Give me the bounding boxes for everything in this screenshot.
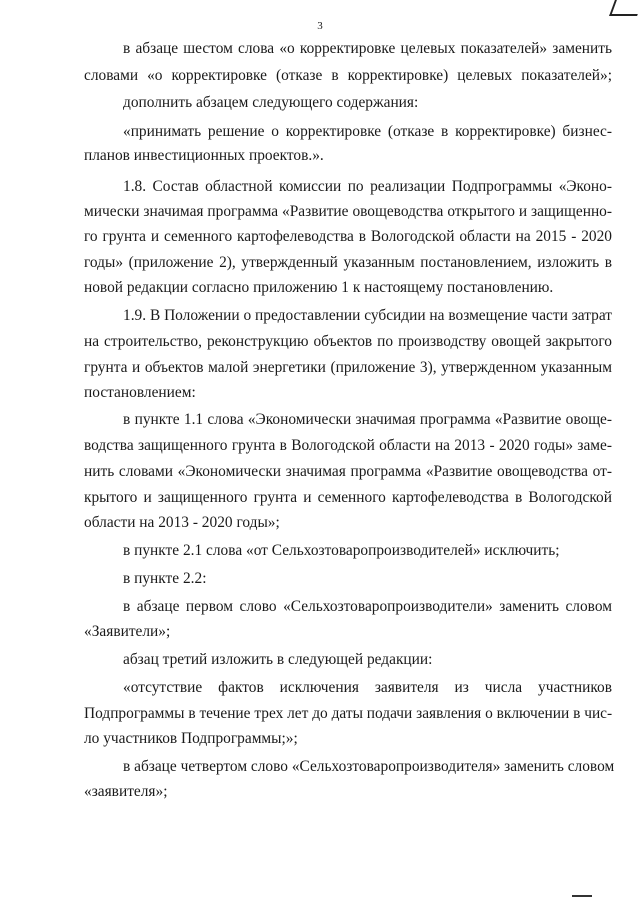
text-line: дополнить абзацем следующего содержания: <box>123 94 419 111</box>
text-line: «отсутствие фактов исключения заявителя из числа участников <box>123 679 612 696</box>
text-line: словами «о корректировке (отказе в корректировке) целевых показателей»; <box>84 67 612 84</box>
text-line: «принимать решение о корректировке (отказе в корректировке) бизнес- <box>123 123 612 140</box>
text-line: грунта и объектов малой энергетики (приложение 3), утвержденном указанным <box>84 359 612 376</box>
text-line: Подпрограммы в течение трех лет до даты подачи заявления о включении в чис- <box>84 705 613 722</box>
text-line: годы» (приложение 2), утвержденный указанным постановлением, изложить в <box>84 254 612 271</box>
scan-corner-mark <box>609 0 640 16</box>
text-line: 1.9. В Положении о предоставлении субсидии на возмещение части затрат <box>123 307 612 324</box>
text-line: крытого и защищенного грунта и семенного картофелеводства в Вологодской <box>84 489 612 506</box>
text-line: 1.8. Состав областной комиссии по реализации Подпрограммы «Эконо- <box>123 178 612 195</box>
text-line: постановлением: <box>84 384 196 401</box>
text-line: в пункте 2.2: <box>123 570 207 587</box>
text-line: водства защищенного грунта в Вологодской области на 2013 - 2020 годы» заме- <box>84 437 612 454</box>
text-line: в пункте 1.1 слова «Экономически значимая программа «Развитие овоще- <box>123 411 612 428</box>
text-line: «Заявители»; <box>84 623 171 640</box>
page-number: 3 <box>317 20 323 32</box>
text-line: в пункте 2.1 слова «от Сельхозтоваропроизводителей» исключить; <box>123 542 560 559</box>
text-line: ло участников Подпрограммы;»; <box>84 730 298 747</box>
text-line: в абзаце шестом слова «о корректировке целевых показателей» заменить <box>123 40 612 57</box>
scan-bottom-mark <box>572 895 592 903</box>
text-line: нить словами «Экономически значимая программа «Развитие овощеводства от- <box>84 463 612 480</box>
text-line: в абзаце первом слово «Сельхозтоваропроизводители» заменить словом <box>123 598 612 615</box>
text-line: мически значимая программа «Развитие овощеводства открытого и защищенно- <box>84 203 612 220</box>
text-line: новой редакции согласно приложению 1 к настоящему постановлению. <box>84 279 554 296</box>
text-line: в абзаце четвертом слово «Сельхозтоваропроизводителя» заменить словом <box>123 758 615 775</box>
text-line: области на 2013 - 2020 годы»; <box>84 514 280 531</box>
text-line: «заявителя»; <box>84 783 168 800</box>
text-line: го грунта и семенного картофелеводства в Вологодской области на 2015 - 2020 <box>84 228 612 245</box>
text-line: планов инвестиционных проектов.». <box>84 147 324 164</box>
text-line: абзац третий изложить в следующей редакции: <box>123 651 433 668</box>
text-line: на строительство, реконструкцию объектов по производству овощей закрытого <box>84 333 612 350</box>
